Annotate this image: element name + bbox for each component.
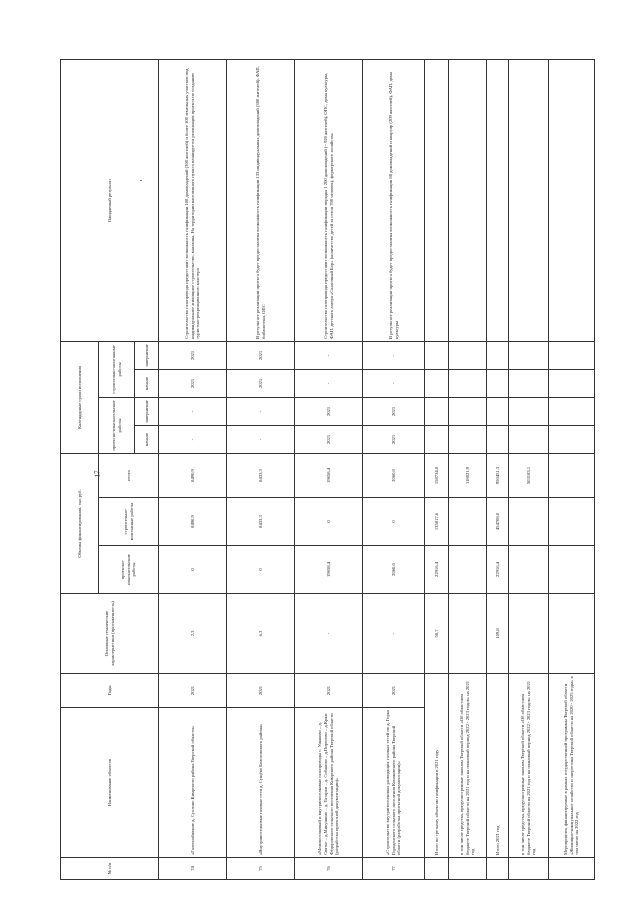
summary-design: 22916,4 [425, 546, 449, 594]
row-construction-start: - [295, 369, 363, 397]
row-design-end: - [227, 397, 295, 425]
summary-length [509, 594, 549, 674]
row-name: «Внутрипоселковые газовые сети д. Сущёво Бологовского района» [227, 708, 295, 858]
row-construction-end: - [363, 341, 425, 369]
row-total-cost: 19658,4 [295, 453, 363, 497]
row-result: В результате реализации проекта будет предоставлена возможность газификации 133 индивидуальных домовладений (300 жителей), ФАП, библиотеки, ОПС [227, 59, 295, 341]
header-fin-design: проектно-изыскательские работы [99, 546, 159, 594]
row-length: 2,3 [159, 594, 227, 674]
summary-total: 950451,3 [487, 453, 509, 497]
table-row [159, 59, 227, 879]
summary-construction [509, 498, 549, 546]
row-num: 77 [363, 858, 425, 880]
row-design-start: - [159, 425, 227, 453]
header-cal-design: проектно-изыскательские работы [99, 397, 135, 453]
row-design-end: 2021 [295, 397, 363, 425]
row-num: 75 [227, 858, 295, 880]
row-construction-cost: 0 [295, 498, 363, 546]
row-result: Строительство газопровода предоставит возможность газификации порядка 1 200 домовладений (~ 920 жителей), ОПС, дома культуры, ФАП, детского лагеря «Сказочный Бор» (количество детей за сезон 700 человек), фермерского хозяйства [295, 59, 363, 341]
row-total-cost: 8433,3 [227, 453, 295, 497]
summary-total: 503183,1 [509, 453, 549, 497]
summary-length: 50,7 [425, 594, 449, 674]
summary-total: 118021,9 [449, 453, 487, 497]
row-construction-start: 2021 [227, 369, 295, 397]
header-construction-start: начало [135, 369, 159, 397]
summary-construction [549, 498, 595, 546]
row-construction-cost: 8490,9 [159, 498, 227, 546]
summary-length: 109,8 [487, 594, 509, 674]
header-name: Наименование объектов [61, 708, 159, 858]
summary-design [549, 546, 595, 594]
row-construction-end: 2021 [227, 341, 295, 369]
gasification-table [60, 59, 595, 880]
row-construction-start: - [363, 369, 425, 397]
row-design-end: 2021 [363, 397, 425, 425]
row-num: 76 [295, 858, 363, 880]
row-name: «Строительство внутрипоселковых разводящих газовых сетей по д. Горка Городенского сельского поселения Конаковского района Тверской области (разработка проектной документации)» [363, 708, 425, 858]
header-financing: Объемы финансирования, тыс.руб. [61, 453, 99, 593]
summary-label: Мероприятия, финансируемые в рамках государственной программы Тверской области «Жилищно-коммунальное хозяйство и энергетика Тверской области на 2020 - 2025 годы» в том числе на 2022 год [549, 674, 595, 858]
row-total-cost: 2060,0 [363, 453, 425, 497]
header-result: Ожидаемый результат [61, 59, 159, 341]
summary-label: Итого по третьему объектам газификации в 2021 году [425, 674, 449, 858]
row-construction-cost: 8433,3 [227, 498, 295, 546]
summary-design [509, 546, 549, 594]
summary-label: в том числе средства, предусмотренные законом Тверской области «Об областном бюджете Тверской области на 2021 год и на плановый период 2022 - 2023 годов» на 2021 год [509, 674, 549, 858]
summary-design [449, 546, 487, 594]
header-fin-total: итого [99, 453, 159, 497]
header-cal-construction: строительно-монтажные работы [99, 341, 135, 397]
header-construction-end: завершение [135, 341, 159, 369]
row-design-start: 2021 [295, 425, 363, 453]
summary-row [509, 59, 549, 879]
table-row [227, 59, 295, 879]
summary-design: 22916,4 [487, 546, 509, 594]
row-total-cost: 8490,9 [159, 453, 227, 497]
header-calendar: Календарные сроки исполнения [61, 341, 99, 453]
row-design-end: - [159, 397, 227, 425]
row-name: «Межпоселковый и внутрипоселковые газопроводы с. Ушаково – д. Святье – д.Микушино – д. Татарки – д. Собаково – д.Пирогово – д.Кряж Фёдоровского сельского поселения Кимрского района Тверской области (разработка проектной документации)» [295, 708, 363, 858]
header-fin-construction: строительно-монтажные работы [99, 498, 159, 546]
summary-row [449, 59, 487, 879]
header-years: Годы [61, 674, 159, 708]
row-design-start: 2021 [363, 425, 425, 453]
row-year: 2021 [159, 674, 227, 708]
summary-length [549, 594, 595, 674]
row-design-cost: 0 [227, 546, 295, 594]
summary-construction: 454708,0 [487, 498, 509, 546]
row-num: 74 [159, 858, 227, 880]
summary-label: Итого 2021 год [487, 674, 509, 858]
page-number: 17 [93, 470, 102, 478]
summary-row [487, 59, 509, 879]
summary-row [425, 59, 449, 879]
row-length: 6,3 [227, 594, 295, 674]
row-construction-end: 2021 [159, 341, 227, 369]
row-construction-cost: 0 [363, 498, 425, 546]
row-length: - [363, 594, 425, 674]
row-year: 2021 [227, 674, 295, 708]
summary-label: в том числе средства, предусмотренные законом Тверской области «Об областном бюджете Тверской области на 2021 год и на плановый период 2022 - 2023 годов» на 2021 год [449, 674, 487, 858]
row-design-cost: 19658,4 [295, 546, 363, 594]
rotated-table-wrapper [60, 60, 580, 880]
header-design-end: завершение [135, 397, 159, 425]
summary-total [549, 453, 595, 497]
header-row-1 [61, 59, 99, 879]
row-construction-start: 2021 [159, 369, 227, 397]
row-result: Строительство газопровода предоставит возможность газификации 108 домовладений (300 жителей) и более 100 земельных участков под индивидуальное жилищное строительство, магазина. На территории населенного пункта планируется реализация проекта по созданию туристско-рекреационного кластера [159, 59, 227, 341]
table-row [295, 59, 363, 879]
header-num: № п/п [61, 858, 159, 880]
row-design-cost: 2060,0 [363, 546, 425, 594]
row-year: 2021 [363, 674, 425, 708]
summary-row [549, 59, 595, 879]
row-construction-end: - [295, 341, 363, 369]
row-result: В результате реализации проекта будет предоставлена возможность газификации 88 домовладений и квартир (209 жителей), ФАП, дома культуры [363, 59, 425, 341]
row-length: - [295, 594, 363, 674]
row-design-cost: 0 [159, 546, 227, 594]
row-year: 2021 [295, 674, 363, 708]
table-row [363, 59, 425, 879]
header-characteristics: Основные технические характеристики (протяженность) [61, 594, 159, 674]
row-design-start: - [227, 425, 295, 453]
summary-construction: 135817,6 [425, 498, 449, 546]
row-name: «Газоснабжение д. Сухтино Кимрского района Тверской области» [159, 708, 227, 858]
summary-length [449, 594, 487, 674]
summary-construction [449, 498, 487, 546]
header-design-start: начало [135, 425, 159, 453]
summary-total: 158734,0 [425, 453, 449, 497]
